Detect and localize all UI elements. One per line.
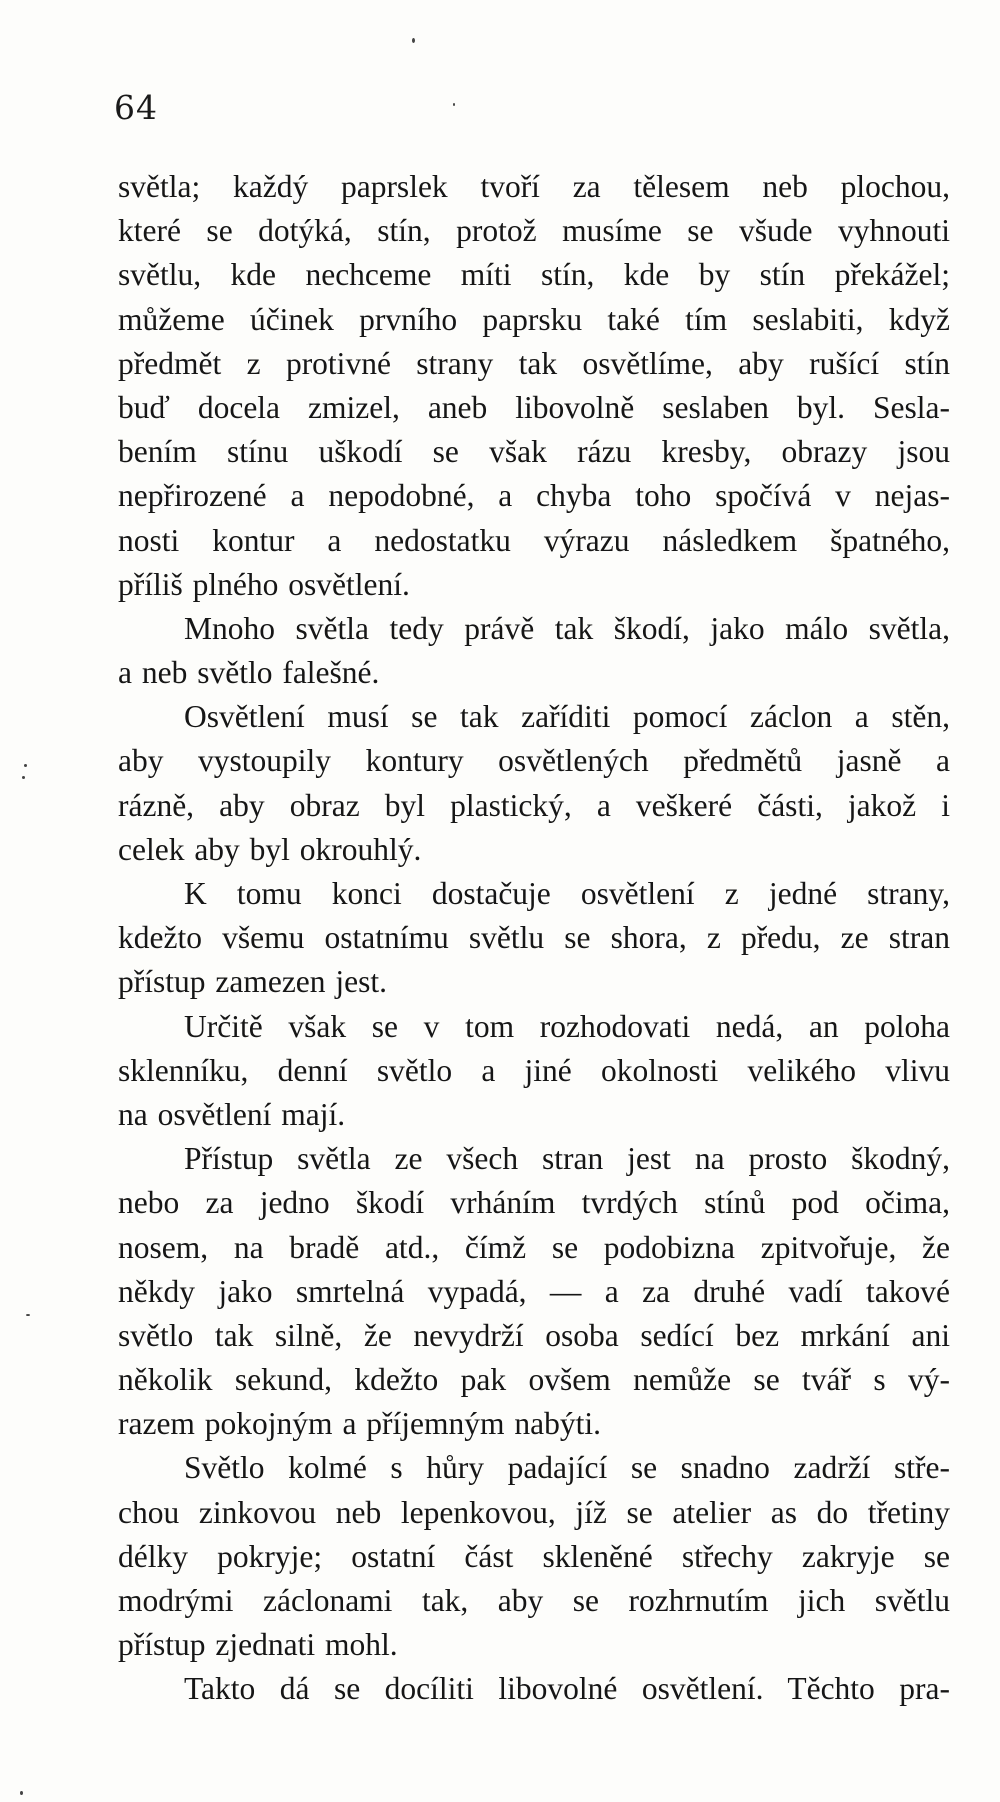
text-line: razem pokojným a příjemným nabýti. (118, 1406, 602, 1442)
text-line: modrými záclonami tak, aby se rozhrnutím jich světlu (118, 1583, 950, 1618)
text-line: světlu, kde nechceme míti stín, kde by stín překážel; (118, 257, 950, 293)
text-line: nosti kontur a nedostatku výrazu následkem špatného, (118, 522, 950, 558)
text-line: Mnoho světla tedy právě tak škodí, jako málo světla, (184, 610, 950, 646)
text-line: rázně, aby obraz byl plastický, a veškeré části, jakož i (118, 787, 950, 823)
text-line: a neb světlo falešné. (118, 655, 380, 691)
text-line: přístup zamezen jest. (118, 964, 388, 1000)
text-line: K tomu konci dostačuje osvětlení z jedné strany, (184, 876, 950, 911)
scan-speck (22, 776, 25, 779)
body-text (118, 165, 950, 1712)
text-line: celek aby byl okrouhlý. (118, 831, 422, 867)
scan-speck (20, 1791, 23, 1795)
text-line: přístup zjednati mohl. (118, 1627, 398, 1663)
text-line: světlo tak silně, že nevydrží osoba sedící bez mrkání ani (118, 1317, 950, 1353)
text-line: můžeme účinek prvního paprsku také tím seslabiti, když (118, 301, 950, 337)
text-line: nebo za jedno škodí vrháním tvrdých stínů pod očima, (118, 1185, 950, 1221)
text-line: buď docela zmizel, aneb libovolně seslaben byl. Sesla- (118, 389, 950, 425)
text-line: kdežto všemu ostatnímu světlu se shora, z předu, ze stran (118, 920, 950, 956)
text-line: Světlo kolmé s hůry padající se snadno zadrží stře- (184, 1450, 950, 1486)
text-line: světla; každý paprslek tvoří za tělesem neb plochou, (118, 169, 950, 204)
text-line: sklenníku, denní světlo a jiné okolnosti velikého vlivu (118, 1052, 950, 1088)
text-line: předmět z protivné strany tak osvětlíme, aby rušící stín (118, 345, 950, 381)
text-line: Takto dá se docíliti libovolné osvětlení. Těchto pra- (184, 1671, 950, 1707)
text-line: bením stínu uškodí se však rázu kresby, obrazy jsou (118, 434, 950, 470)
page-number: 64 (114, 88, 158, 127)
text-line: chou zinkovou neb lepenkovou, jíž se atelier as do třetiny (118, 1494, 950, 1530)
text-line: nepřirozené a nepodobné, a chyba toho spočívá v nejas- (118, 478, 950, 514)
scan-speck (26, 1314, 30, 1316)
text-line: na osvětlení mají. (118, 1096, 346, 1132)
scan-speck (453, 103, 455, 106)
text-line: příliš plného osvětlení. (118, 566, 410, 602)
text-line: Osvětlení musí se tak zaříditi pomocí záclon a stěn, (184, 699, 950, 735)
scan-speck (412, 38, 415, 43)
text-line: Určitě však se v tom rozhodovati nedá, an poloha (184, 1008, 950, 1044)
text-line: několik sekund, kdežto pak ovšem nemůže se tvář s vý- (118, 1362, 950, 1398)
text-line: někdy jako smrtelná vypadá, — a za druhé vadí takové (118, 1273, 950, 1309)
text-line: Přístup světla ze všech stran jest na prosto škodný, (184, 1141, 950, 1177)
text-line: nosem, na bradě atd., čímž se podobizna zpitvořuje, že (118, 1229, 950, 1265)
text-line: které se dotýká, stín, protož musíme se všude vyhnouti (118, 213, 950, 249)
text-line: aby vystoupily kontury osvětlených předmětů jasně a (118, 743, 950, 779)
text-line: délky pokryje; ostatní část skleněné střechy zakryje se (118, 1538, 950, 1574)
scan-speck (24, 764, 27, 767)
